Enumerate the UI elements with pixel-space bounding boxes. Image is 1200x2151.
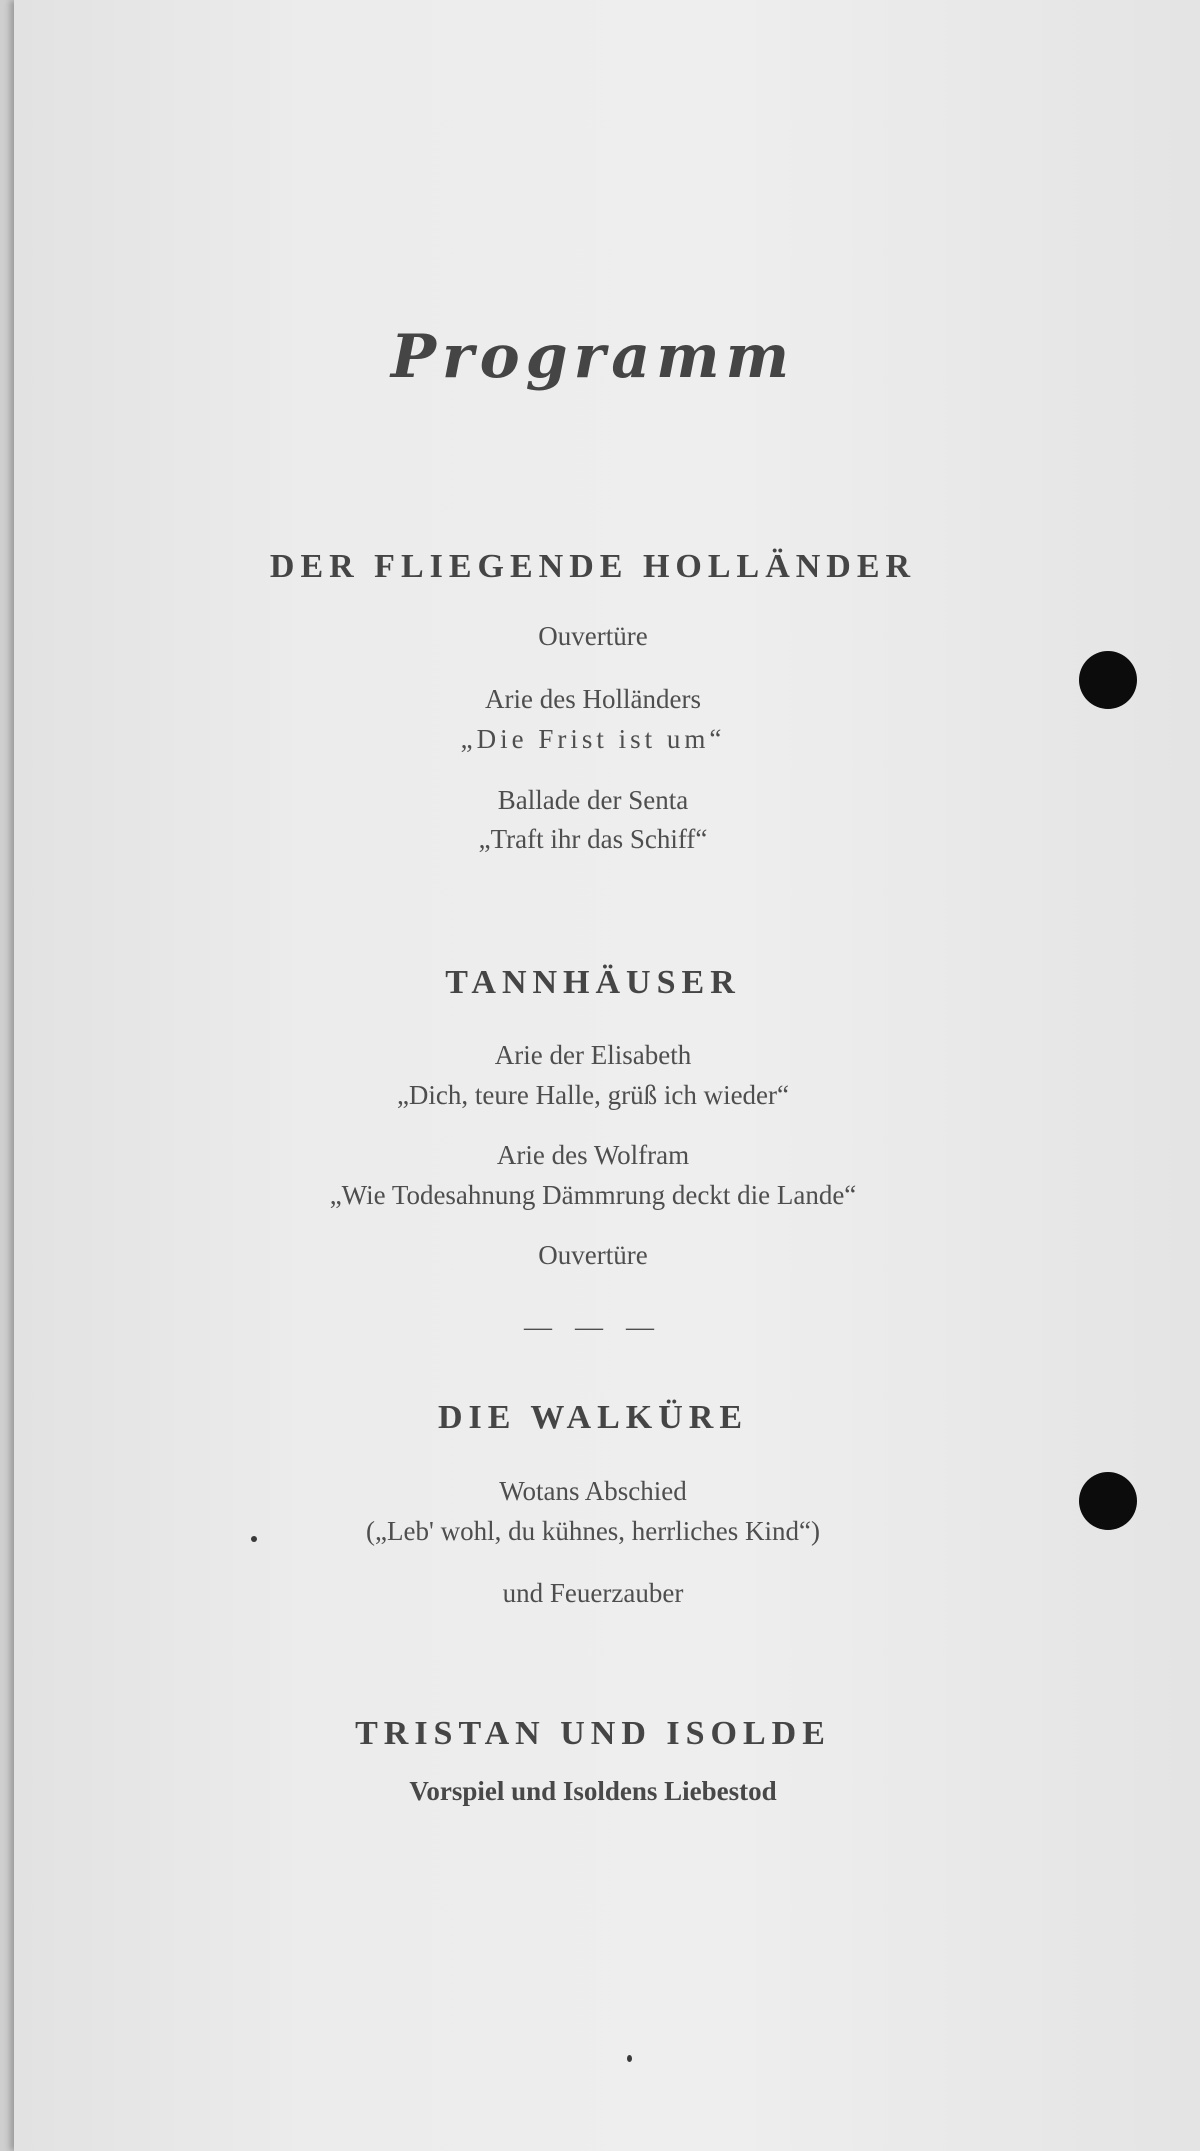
program-item-quote: „Die Frist ist um“ bbox=[460, 724, 726, 754]
program-item: Arie des Holländers bbox=[485, 684, 701, 714]
program-item-quote: „Dich, teure Halle, grüß ich wieder“ bbox=[396, 1080, 790, 1110]
program-item: Wotans Abschied bbox=[499, 1476, 687, 1506]
program-item: Arie des Wolfram bbox=[496, 1140, 690, 1170]
program-item: und Feuerzauber bbox=[502, 1578, 684, 1608]
opera-title: TANNHÄUSER bbox=[445, 964, 741, 1001]
program-item: Vorspiel und Isoldens Liebestod bbox=[409, 1776, 777, 1806]
program-item: Arie der Elisabeth bbox=[494, 1040, 692, 1070]
opera-title: DIE WALKÜRE bbox=[437, 1399, 749, 1436]
opera-title: DER FLIEGENDE HOLLÄNDER bbox=[269, 548, 917, 585]
program-item-quote: („Leb' wohl, du kühnes, herrliches Kind“) bbox=[366, 1516, 820, 1546]
program-item: Ouvertüre bbox=[538, 1240, 648, 1270]
program-content bbox=[14, 0, 1200, 2151]
intermission-divider: — — — bbox=[524, 1312, 662, 1343]
program-title: Programm bbox=[390, 322, 796, 392]
program-item-quote: „Traft ihr das Schiff“ bbox=[478, 824, 708, 854]
program-item: Ouvertüre bbox=[538, 621, 648, 651]
opera-title: TRISTAN UND ISOLDE bbox=[355, 1715, 831, 1752]
program-item: Ballade der Senta bbox=[497, 785, 689, 815]
program-item-quote: „Wie Todesahnung Dämmrung deckt die Lande“ bbox=[329, 1180, 857, 1210]
